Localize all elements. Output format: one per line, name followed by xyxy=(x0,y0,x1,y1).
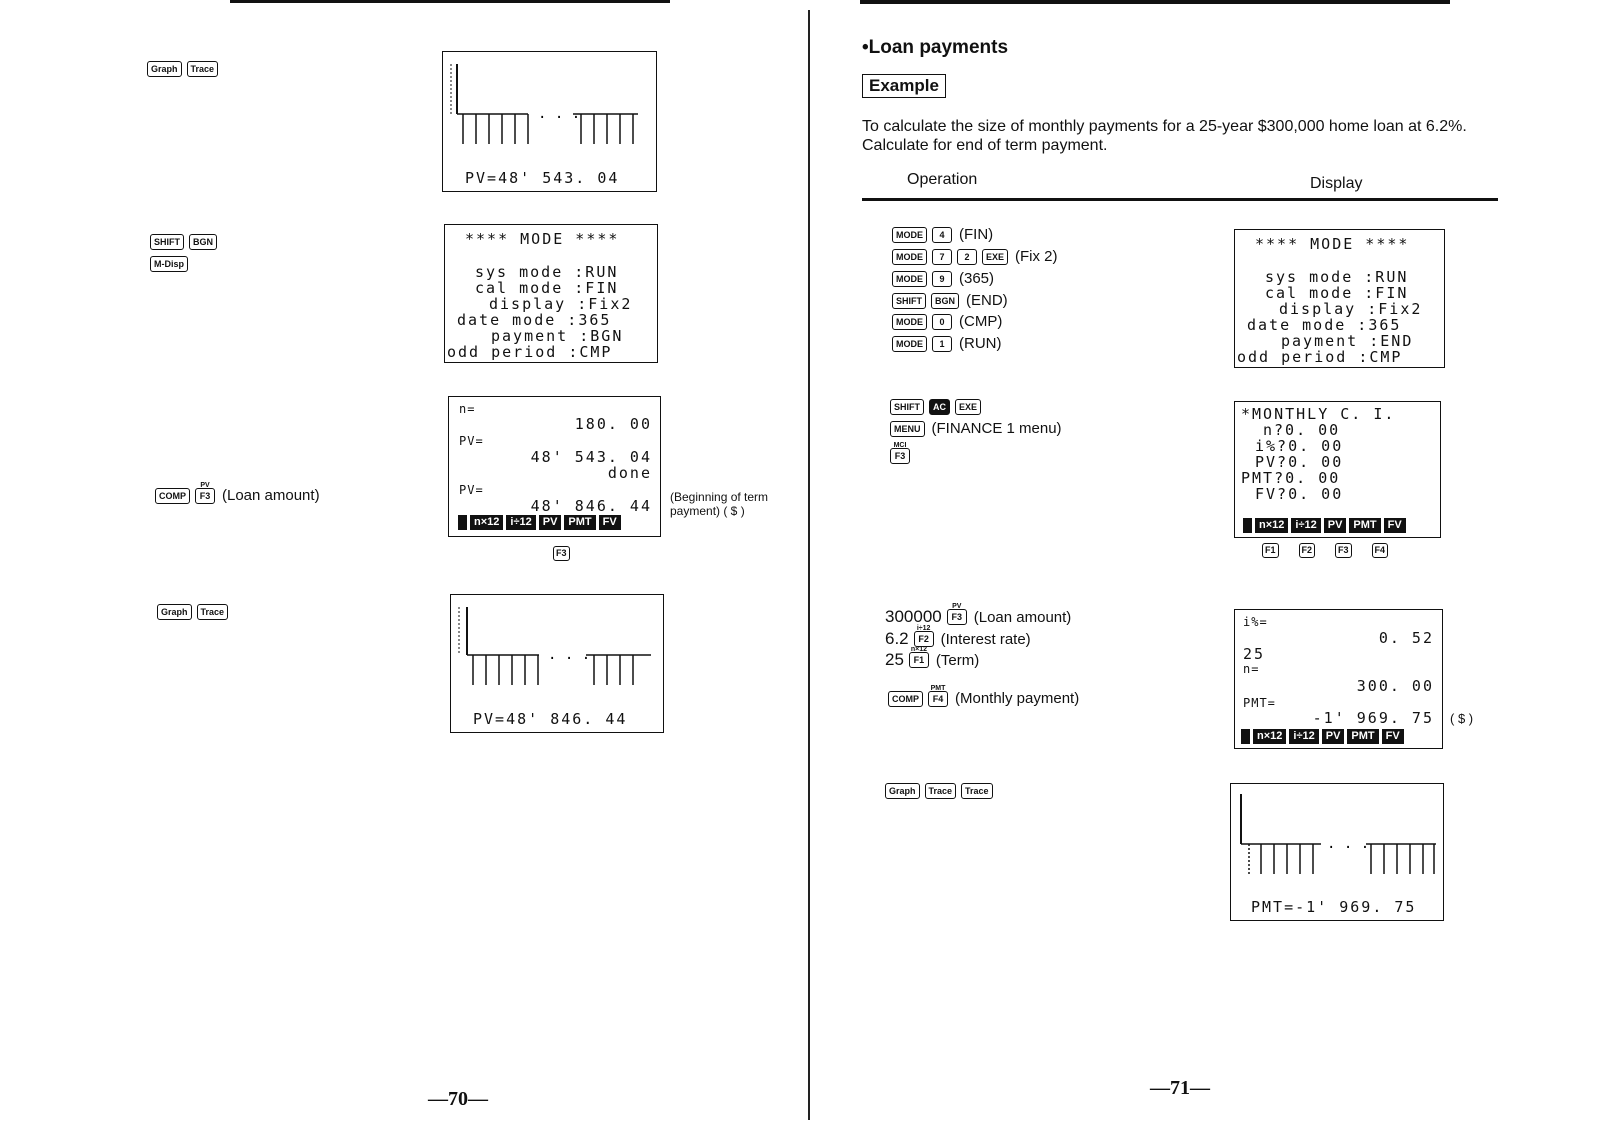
finance-step xyxy=(890,399,981,415)
step-label: (Term) xyxy=(935,651,980,669)
f3-key: F3 xyxy=(1335,543,1352,558)
section-heading: •Loan payments xyxy=(862,37,1009,58)
key-over: n×12 xyxy=(910,646,927,653)
lcd-line: 48' 543. 04 xyxy=(530,448,652,466)
bgn-key: BGN xyxy=(931,293,959,309)
lcd-line: PMT= xyxy=(1243,696,1276,710)
mode-row: odd period :CMP xyxy=(447,343,613,361)
ci-line: PMT?0. 00 xyxy=(1241,469,1341,487)
step-label: (Loan amount) xyxy=(973,608,1072,626)
ci-line: n?0. 00 xyxy=(1263,421,1341,439)
digit-key: 0 xyxy=(932,314,952,330)
lcd-line: 25 xyxy=(1243,645,1266,663)
input-value: 25 xyxy=(885,650,904,669)
finance-step xyxy=(890,442,910,464)
graph-key: Graph xyxy=(157,604,192,620)
function-keys-row xyxy=(1262,543,1388,558)
mode-row: sys mode :RUN xyxy=(475,263,619,281)
step-graph-trace-2 xyxy=(157,604,228,620)
lcd-line: 0. 52 xyxy=(1378,629,1434,647)
softkey-pv: PV xyxy=(539,515,562,530)
mode-key: MODE xyxy=(892,271,927,287)
graph-step xyxy=(885,783,993,799)
step-label: (END) xyxy=(966,292,1008,309)
input-step-rate xyxy=(885,625,1031,649)
cursor-block xyxy=(458,515,467,530)
page-divider xyxy=(808,10,810,1120)
input-step-term xyxy=(885,646,980,670)
lcd-line: 48' 846. 44 xyxy=(530,497,652,515)
cursor-block xyxy=(1241,729,1250,744)
trace-key: Trace xyxy=(925,783,957,799)
step-label: (Fix 2) xyxy=(1015,248,1058,265)
readout-pmt: PMT=-1' 969. 75 xyxy=(1251,898,1417,916)
readout-pv-1: PV=48' 543. 04 xyxy=(465,169,620,187)
softkey-pmt: PMT xyxy=(564,515,595,530)
step-comp-pv xyxy=(155,481,320,504)
digit-key: 7 xyxy=(932,249,952,265)
ac-key: AC xyxy=(929,399,950,415)
step-label: (RUN) xyxy=(959,335,1002,352)
mode-key: MODE xyxy=(892,336,927,352)
mode-title: **** MODE **** xyxy=(465,230,620,248)
lcd-pmt-result xyxy=(1234,609,1443,749)
softkey-bar xyxy=(1243,518,1406,533)
mode-step xyxy=(892,313,1002,330)
step-label: (CMP) xyxy=(959,313,1003,330)
lcd-monthly-ci xyxy=(1234,401,1441,538)
f1-key-label: F1 xyxy=(913,655,925,665)
svg-text:. . .: . . . xyxy=(538,106,581,122)
pmt-step xyxy=(888,684,1080,707)
cashflow-graph-2 xyxy=(451,595,663,707)
softkey-i12: i÷12 xyxy=(506,515,535,530)
exe-key: EXE xyxy=(955,399,981,415)
mode-step xyxy=(892,292,1008,309)
ci-line: FV?0. 00 xyxy=(1255,485,1344,503)
key-over-pmt: PMT xyxy=(930,684,946,692)
mode-step xyxy=(892,248,1058,265)
comp-key: COMP xyxy=(155,488,190,504)
f3-key xyxy=(195,481,215,504)
graph-key: Graph xyxy=(885,783,920,799)
shift-key: SHIFT xyxy=(150,234,184,250)
intro-text: To calculate the size of monthly payments for a 25-year $300,000 home loan at 6.2%. Calculate for end of term payment. xyxy=(862,118,1467,154)
lcd-line: i%= xyxy=(1243,615,1268,629)
mode-row: cal mode :FIN xyxy=(1265,284,1409,302)
f3-key-label: F3 xyxy=(951,612,962,622)
ci-line: PV?0. 00 xyxy=(1255,453,1344,471)
softkey-fv: FV xyxy=(599,515,621,530)
step-mdisp xyxy=(150,256,188,272)
lcd-line: 300. 00 xyxy=(1356,677,1434,695)
trace-key: Trace xyxy=(961,783,993,799)
top-rule-right xyxy=(860,0,1450,4)
digit-key: 1 xyxy=(932,336,952,352)
top-rule-left xyxy=(230,0,670,3)
mode-row: display :Fix2 xyxy=(1279,300,1423,318)
f1-key xyxy=(909,646,929,668)
mode-step xyxy=(892,226,993,243)
mode-row: cal mode :FIN xyxy=(475,279,619,297)
step-graph-trace-1 xyxy=(147,61,218,77)
softkey-bar xyxy=(1241,729,1404,744)
softkey-i12: i÷12 xyxy=(1291,518,1320,533)
f2-key-label: F2 xyxy=(918,634,929,644)
ci-title: *MONTHLY C. I. xyxy=(1241,405,1396,423)
key-over-mci: MCI xyxy=(893,442,907,449)
lcd-graph-3 xyxy=(1230,783,1444,921)
mode-key: MODE xyxy=(892,227,927,243)
step-label: (FIN) xyxy=(959,226,994,243)
lcd-line: PV= xyxy=(459,483,484,497)
softkey-nx12: n×12 xyxy=(1255,518,1288,533)
input-value: 6.2 xyxy=(885,629,909,648)
f3-key xyxy=(890,442,910,464)
digit-key: 9 xyxy=(932,271,952,287)
f3-key-label: F3 xyxy=(894,451,906,461)
beginning-note: (Beginning of term payment) ( $ ) xyxy=(670,490,769,518)
mode-step xyxy=(892,335,1002,352)
menu-key: MENU xyxy=(890,421,925,437)
lcd-pv-result xyxy=(448,396,661,537)
ci-line: i%?0. 00 xyxy=(1255,437,1344,455)
mode-title: **** MODE **** xyxy=(1255,235,1410,253)
readout-pv-2: PV=48' 846. 44 xyxy=(473,710,628,728)
softkey-nx12: n×12 xyxy=(470,515,503,530)
input-step-pv xyxy=(885,603,1072,627)
key-over: PV xyxy=(952,603,962,610)
mode-row: payment :END xyxy=(1281,332,1414,350)
softkey-pmt: PMT xyxy=(1349,518,1380,533)
lcd-mode-right xyxy=(1234,229,1445,368)
softkey-pv: PV xyxy=(1322,729,1345,744)
mode-row: payment :BGN xyxy=(491,327,624,345)
lcd-mode-left xyxy=(444,224,658,363)
lcd-line: 180. 00 xyxy=(574,415,652,433)
softkey-i12: i÷12 xyxy=(1289,729,1318,744)
f4-key: F4 xyxy=(1372,543,1389,558)
dollar-note: ( $ ) xyxy=(1450,711,1474,726)
header-rule xyxy=(862,198,1498,201)
cashflow-graph-1 xyxy=(443,52,655,167)
digit-key: 4 xyxy=(932,227,952,243)
lcd-line: n= xyxy=(1243,662,1260,676)
f4-key-label: F4 xyxy=(932,693,944,704)
mode-row: date mode :365 xyxy=(1247,316,1402,334)
col-operation: Operation xyxy=(907,171,978,188)
mode-row: odd period :CMP xyxy=(1237,348,1403,366)
key-over: i÷12 xyxy=(916,625,931,632)
mdisp-key: M-Disp xyxy=(150,256,188,272)
f4-key xyxy=(928,684,948,707)
example-label: Example xyxy=(862,74,946,98)
softkey-fv: FV xyxy=(1384,518,1406,533)
step-label: (Monthly payment) xyxy=(955,690,1080,707)
lcd-line: done xyxy=(607,464,652,482)
softkey-pmt: PMT xyxy=(1347,729,1378,744)
mode-row: sys mode :RUN xyxy=(1265,268,1409,286)
page-number-70: —70— xyxy=(428,1088,488,1110)
trace-key: Trace xyxy=(187,61,219,77)
step-label: (FINANCE 1 menu) xyxy=(931,420,1062,437)
mode-key: MODE xyxy=(892,314,927,330)
bgn-key: BGN xyxy=(189,234,217,250)
comp-key: COMP xyxy=(888,691,923,707)
input-value: 300000 xyxy=(885,607,942,626)
f1-key: F1 xyxy=(1262,543,1279,558)
f3-key-label: F3 xyxy=(199,490,211,501)
softkey-bar xyxy=(458,515,621,530)
shift-key: SHIFT xyxy=(890,399,924,415)
svg-text:. . .: . . . xyxy=(1327,836,1370,852)
f2-key: F2 xyxy=(1299,543,1316,558)
softkey-fv: FV xyxy=(1382,729,1404,744)
lcd-graph-1 xyxy=(442,51,657,192)
mode-step xyxy=(892,270,994,287)
shift-key: SHIFT xyxy=(892,293,926,309)
mode-row: date mode :365 xyxy=(457,311,612,329)
softkey-pv: PV xyxy=(1324,518,1347,533)
softkey-nx12: n×12 xyxy=(1253,729,1286,744)
digit-key: 2 xyxy=(957,249,977,265)
trace-key: Trace xyxy=(197,604,229,620)
lcd-graph-2 xyxy=(450,594,664,733)
finance-step xyxy=(890,420,1062,437)
lcd-line: n= xyxy=(459,402,476,416)
step-shift-bgn xyxy=(150,234,217,250)
f3-key-below: F3 xyxy=(553,546,570,561)
exe-key: EXE xyxy=(982,249,1008,265)
page-number-71: —71— xyxy=(1150,1077,1210,1099)
step-label: (Interest rate) xyxy=(940,630,1031,648)
key-over-pv: PV xyxy=(200,481,210,489)
mode-row: display :Fix2 xyxy=(489,295,633,313)
loan-amount-label: (Loan amount) xyxy=(222,487,320,504)
graph-key: Graph xyxy=(147,61,182,77)
cashflow-graph-3 xyxy=(1231,784,1443,896)
cursor-block xyxy=(1243,518,1252,533)
f3-key xyxy=(947,603,967,625)
lcd-line: PV= xyxy=(459,434,484,448)
col-display: Display xyxy=(1310,175,1363,192)
lcd-line: -1' 969. 75 xyxy=(1312,709,1434,727)
svg-text:. . .: . . . xyxy=(548,647,591,663)
step-label: (365) xyxy=(959,270,995,287)
f3-below xyxy=(553,543,570,561)
mode-key: MODE xyxy=(892,249,927,265)
